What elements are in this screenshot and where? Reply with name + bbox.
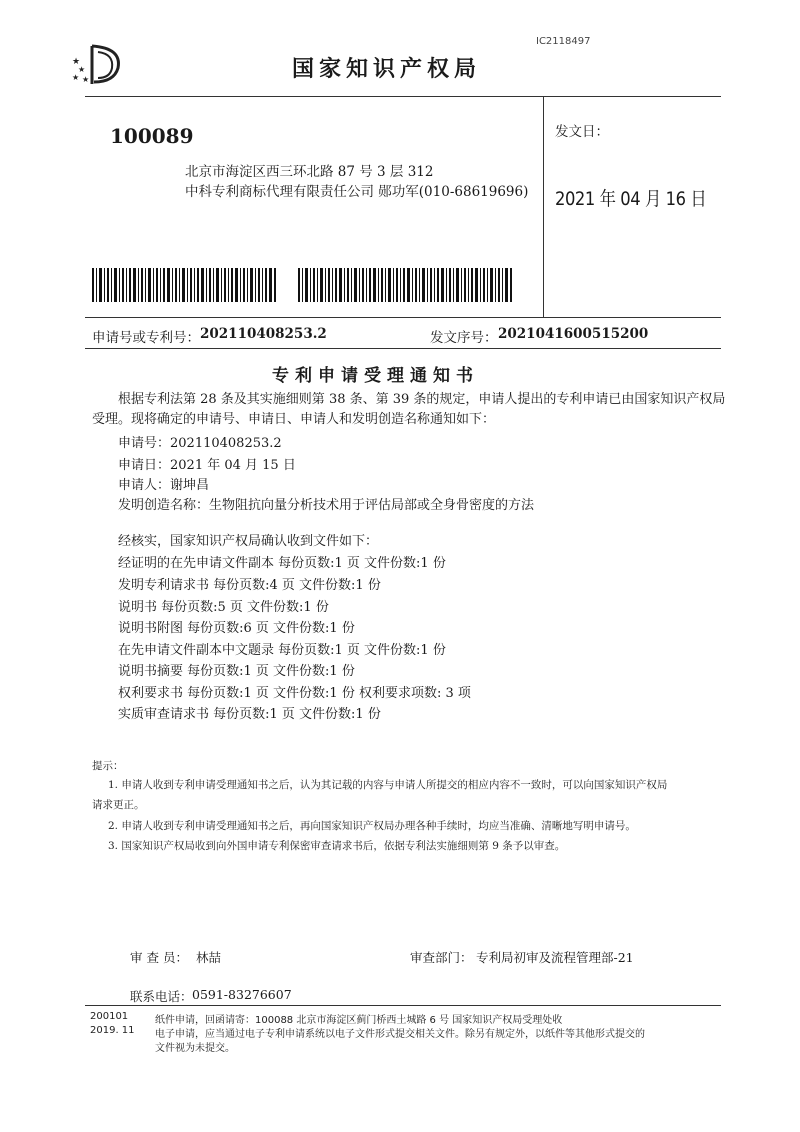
header-bottom-rule: [85, 317, 721, 318]
file-item: 在先申请文件副本中文题录 每份页数:1 页 文件份数:1 份: [118, 643, 446, 658]
issue-date-stamp: 2021 年 04 月 16 日: [555, 188, 707, 210]
serial-value: 2021041600515200: [498, 326, 649, 342]
file-item: 说明书 每份页数:5 页 文件份数:1 份: [118, 600, 329, 615]
file-item: 权利要求书 每份页数:1 页 文件份数:1 份 权利要求项数: 3 项: [118, 686, 471, 701]
footer-line-2: 电子申请，应当通过电子专利申请系统以电子文件形式提交相关文件。除另有规定外，以纸件等其他形式提交的: [155, 1029, 645, 1040]
note-1: 1. 申请人收到专利申请受理通知书之后，认为其记载的内容与申请人所提交的相应内容不一致时，可以向国家知识产权局: [108, 779, 668, 791]
footer-line-3: 文件视为未提交。: [155, 1043, 235, 1054]
serial-label: 发文序号：: [430, 330, 498, 346]
agency-line: 中科专利商标代理有限责任公司 郧功军(010-68619696): [185, 184, 529, 200]
issue-date-label: 发文日：: [555, 124, 609, 140]
file-item: 经证明的在先申请文件副本 每份页数:1 页 文件份数:1 份: [118, 556, 446, 571]
address-line: 北京市海淀区西三环北路 87 号 3 层 312: [185, 164, 434, 180]
file-item: 发明专利请求书 每份页数:4 页 文件份数:1 份: [118, 578, 381, 593]
note-3: 3. 国家知识产权局收到向外国申请专利保密审查请求书后，依据专利法实施细则第 9 条予以审查。: [108, 840, 566, 852]
svg-text:★: ★: [78, 65, 86, 74]
note-2: 2. 申请人收到专利申请受理通知书之后，再向国家知识产权局办理各种手续时，均应当准确、清晰地写明申请号。: [108, 820, 636, 832]
file-item: 说明书附图 每份页数:6 页 文件份数:1 份: [118, 621, 355, 636]
notes-title: 提示：: [92, 760, 124, 772]
app-no-value: 202110408253.2: [200, 326, 327, 342]
footer-rule: [85, 1005, 721, 1006]
intro-line-1: 根据专利法第 28 条及其实施细则第 38 条、第 39 条的规定，申请人提出的专利申请已由国家知识产权局: [118, 392, 726, 407]
detail-app-date: 申请日：2021 年 04 月 15 日: [118, 458, 296, 473]
office-name: 国家知识产权局: [292, 57, 482, 82]
detail-invention: 发明创造名称：生物阻抗向量分析技术用于评估局部或全身骨密度的方法: [118, 498, 535, 513]
phone-value: 0591-83276607: [192, 987, 292, 1002]
ids-rule: [85, 348, 721, 349]
detail-applicant: 申请人：谢坤昌: [118, 478, 210, 493]
svg-text:★: ★: [72, 57, 81, 67]
files-intro: 经核实，国家知识产权局确认收到文件如下：: [118, 534, 379, 549]
phone-label: 联系电话：: [130, 989, 193, 1004]
notice-title: 专利申请受理通知书: [272, 366, 479, 386]
department-value: 专利局初审及流程管理部-21: [476, 950, 634, 965]
examiner-label: 审 查 员：: [130, 950, 188, 965]
header-divider: [543, 96, 544, 317]
barcode-left: [92, 268, 276, 302]
file-item: 实质审查请求书 每份页数:1 页 文件份数:1 份: [118, 707, 381, 722]
footer-code: 200101: [90, 1011, 129, 1022]
footer-line-1: 纸件申请，回函请寄：100088 北京市海淀区蓟门桥西土城路 6 号 国家知识产权局受理处收: [155, 1015, 563, 1026]
postcode: 100089: [110, 124, 194, 148]
svg-text:★: ★: [72, 73, 80, 82]
header-top-rule: [85, 96, 721, 97]
document-code: IC2118497: [536, 36, 591, 47]
footer-date: 2019. 11: [90, 1025, 135, 1036]
barcode-right: [298, 268, 512, 302]
note-1-cont: 请求更正。: [92, 799, 145, 811]
cnipa-logo-icon: [70, 38, 128, 88]
examiner-name: 林喆: [196, 950, 222, 965]
app-no-label: 申请号或专利号：: [92, 330, 200, 346]
svg-text:★: ★: [82, 75, 90, 84]
detail-app-no: 申请号：202110408253.2: [118, 436, 282, 451]
department-label: 审查部门：: [410, 950, 473, 965]
intro-line-2: 受理。现将确定的申请号、申请日、申请人和发明创造名称通知如下：: [92, 412, 496, 427]
file-item: 说明书摘要 每份页数:1 页 文件份数:1 份: [118, 664, 355, 679]
